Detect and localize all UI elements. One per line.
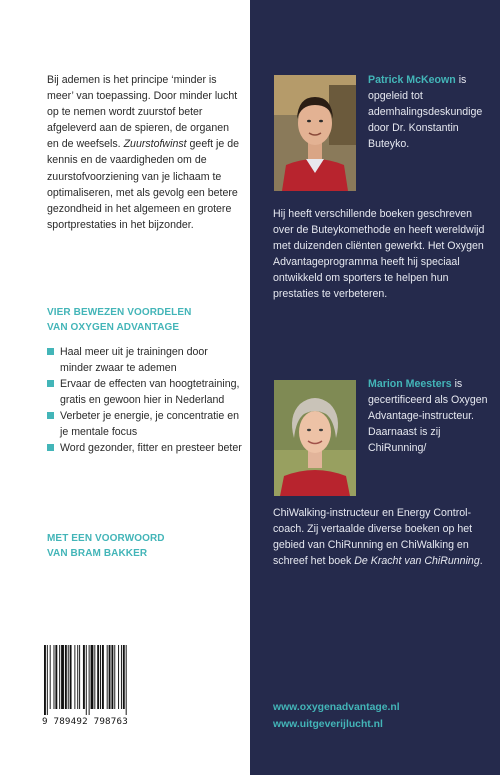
author2-text-b: ChiWalking-instructeur en Energy Control-coach. Zij vertaalde diverse boeken op het gebied van ChiRunning en ChiWalking en schreef het boek [273,507,473,568]
bullet-square-icon [47,348,54,355]
intro-part2: geeft je de kennis en de vaardigheden om de zuurstofvoorziening van je lichaam te optimaliseren, met als gevolg een betere gezondheid in het algemeen en grotere sportprestaties in het bijzonder. [47,138,240,231]
intro-part1: Bij ademen is het principe ‘minder is meer’ van toepassing. Door minder lucht op te nemen wordt zuurstof beter afgeleverd aan de spieren, de organen en de weefsels. [47,74,238,151]
author1-text-a: is opgeleid tot ademhalingsdeskundige door Dr. Konstantin Buteyko. [368,74,483,151]
list-item-text: Haal meer uit je trainingen door minder zwaar te ademen [60,346,208,374]
barcode-bar [107,645,108,709]
author-photo-patrick [274,75,356,191]
benefits-heading [47,305,191,335]
url-uitgeverijlucht[interactable]: www.uitgeverijlucht.nl [273,719,383,730]
author2-text-a: is gecertificeerd als Oxygen Advantage-instructeur. Daarnaast is zij ChiRunning/ [368,378,488,455]
list-item [47,440,243,456]
bullet-square-icon [47,380,54,387]
barcode-bar [97,645,99,709]
bullet-square-icon [47,412,54,419]
foreword-line1: MET EEN VOORWOORD [47,533,165,544]
list-item [47,408,243,440]
barcode-bar [91,645,94,709]
barcode-bar [89,645,90,715]
list-item-text: Verbeter je energie, je concentratie en je mentale focus [60,410,240,438]
barcode-bar [83,645,85,709]
isbn-number: 9 789492 798763 [42,716,128,727]
list-item-text: Ervaar de effecten van hoogtetraining, gratis en gewoon hier in Nederland [60,378,240,406]
barcode-bar [100,645,101,709]
author2-bio-intro [368,376,488,456]
author2-name: Marion Meesters [368,378,452,390]
list-item [47,376,243,408]
barcode-bar [54,645,55,709]
barcode-bar [77,645,78,709]
benefits-list [47,344,243,456]
barcode-bar [47,645,48,715]
author2-end: . [479,555,483,568]
author2-book-title: De Kracht van ChiRunning [354,555,480,568]
url-oxygenadvantage[interactable]: www.oxygenadvantage.nl [273,702,400,713]
barcode-bar [61,645,64,709]
benefits-heading-line2: VAN OXYGEN ADVANTAGE [47,322,180,333]
barcode-bar [114,645,115,709]
barcode-bar [79,645,80,709]
barcode-bar [59,645,60,709]
barcode-bar [55,645,57,709]
barcode-bar [109,645,111,709]
foreword-line2: VAN BRAM BAKKER [47,548,148,559]
barcode-bar [121,645,122,709]
list-item [47,344,243,376]
barcode-bar [50,645,51,709]
barcode-icon [42,645,160,715]
foreword-heading [47,531,165,561]
barcode-bar [86,645,87,715]
list-item-text: Word gezonder, fitter en presteer beter [60,442,242,454]
author1-bio-continued: Hij heeft verschillende boeken geschreven over de Buteykomethode en heeft wereldwijd met duizenden cliënten gewerkt. Het Oxygen Advantageprogramma heeft hij speciaal ontwikkeld om sporters te helpen hun prestaties te verbeteren. [273,208,485,301]
author1-bio-intro [368,72,488,152]
barcode-bar [65,645,67,709]
author-photo-marion [274,380,356,496]
barcode-bar [74,645,75,709]
author2-bio-continued [273,505,495,569]
barcode-bar [118,645,119,709]
barcode-bar [111,645,113,709]
barcode-bar [102,645,104,709]
barcode-bar [70,645,72,709]
barcode-bar [44,645,46,715]
barcode-bar [123,645,125,709]
barcode-bar [68,645,69,709]
author1-name: Patrick McKeown [368,74,456,86]
barcode-bar [126,645,127,715]
benefits-heading-line1: VIER BEWEZEN VOORDELEN [47,307,192,318]
barcode-bar [94,645,95,709]
bullet-square-icon [47,444,54,451]
intro-text [47,72,243,233]
book-title-italic: Zuurstofwinst [123,138,187,151]
